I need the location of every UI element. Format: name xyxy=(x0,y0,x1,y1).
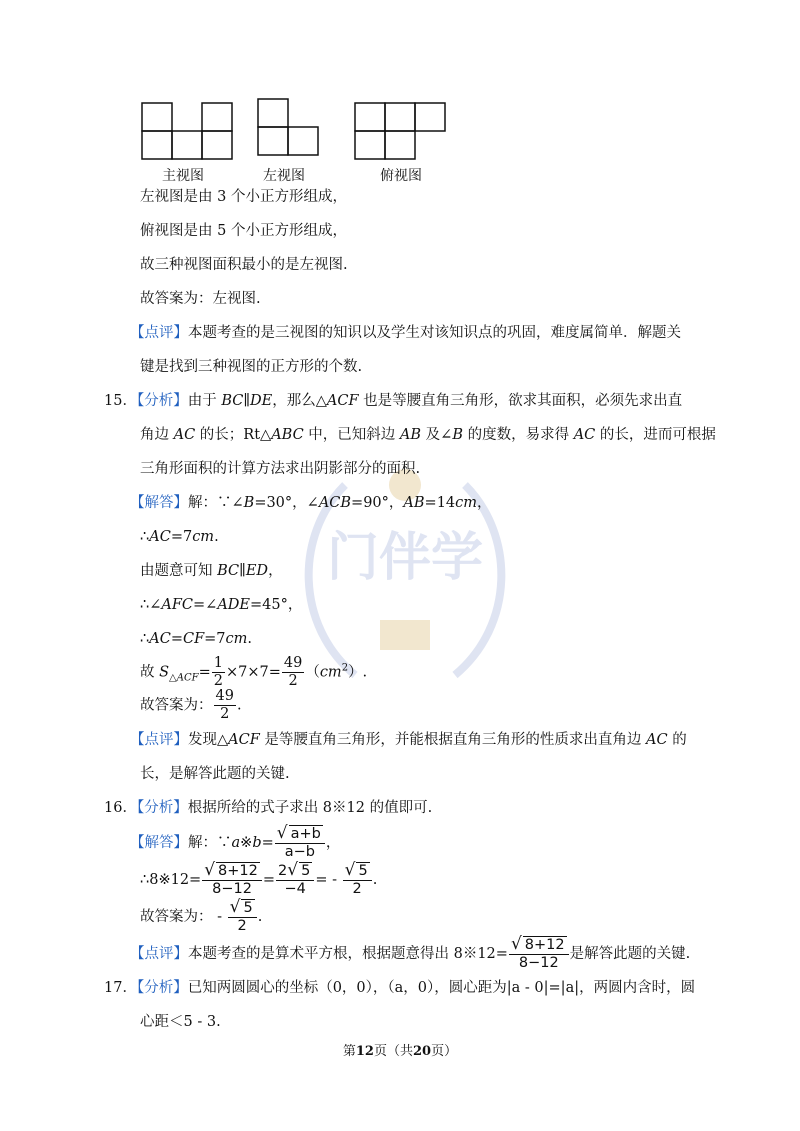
page-number: 12 xyxy=(355,1044,374,1059)
q16-analysis: 16．【分析】根据所给的式子求出 8※12 的值即可. xyxy=(104,800,433,816)
q14-line2: 俯视图是由 5 个小正方形组成， xyxy=(140,223,347,239)
q15-comment: 【点评】发现△ACF 是等腰直角三角形，并能根据直角三角形的性质求出直角边 AC 的 xyxy=(130,732,687,748)
comment-tag: 【点评】 xyxy=(130,325,188,341)
front-view xyxy=(142,103,232,159)
q14-line4: 故答案为：左视图. xyxy=(140,291,261,307)
q16-answer: 【解答】解：∵a※b= $\frac{√ a+b}{a-b}$ ， xyxy=(130,823,341,860)
q14-line1: 左视图是由 3 个小正方形组成， xyxy=(140,189,347,205)
comment-tag: 【点评】 xyxy=(130,732,188,748)
analysis-tag: 【分析】 xyxy=(136,980,188,996)
q15-analysis-cont1: 角边 AC 的长；Rt△ABC 中，已知斜边 AB 及∠B 的度数，易求得 AC 的长，进而可根据 xyxy=(140,427,716,443)
left-view xyxy=(258,99,318,155)
q14-comment-cont: 键是找到三种视图的正方形的个数. xyxy=(140,359,363,375)
q15-comment-cont: 长，是解答此题的关键. xyxy=(140,766,290,782)
q14-line3: 故三种视图面积最小的是左视图. xyxy=(140,257,348,273)
top-view-label: 俯视图 xyxy=(380,168,422,184)
total-pages: 20 xyxy=(413,1044,432,1059)
q15-analysis-cont2: 三角形面积的计算方法求出阴影部分的面积. xyxy=(140,461,421,477)
q15-answer: 【解答】解：∵∠B=30°，∠ACB=90°，AB=14cm， xyxy=(130,495,492,511)
q14-comment: 【点评】本题考查的是三视图的知识以及学生对该知识点的巩固，难度属简单．解题关 xyxy=(130,325,681,341)
analysis-tag: 【分析】 xyxy=(136,800,188,816)
q15-analysis: 15．【分析】由于 BC∥DE，那么△ACF 也是等腰直角三角形，欲求其面积，必须先求出直 xyxy=(104,393,683,409)
q16-result: 故答案为： - $\frac{√ 5}{2}$ . xyxy=(140,897,263,934)
analysis-tag: 【分析】 xyxy=(136,393,188,409)
q17-analysis-cont: 心距＜5 - 3. xyxy=(140,1014,221,1030)
q15-step2: 由题意可知 BC∥ED， xyxy=(140,563,283,579)
page-footer: 第12页（共20页） xyxy=(342,1044,458,1059)
q17-analysis: 17．【分析】已知两圆圆心的坐标（0，0），（a，0），圆心距为|a - 0|=|a|，两圆内含时，圆 xyxy=(104,980,696,996)
front-view-label: 主视图 xyxy=(162,168,204,184)
q15-result: 故答案为： $\frac{49}{2}$ . xyxy=(140,688,242,722)
q15-step4: ∴AC=CF=7cm. xyxy=(140,631,252,647)
q16-comment: 【点评】本题考查的是算术平方根，根据题意得出 8※12= $\frac{√ 8+12}{8-12}$ 是解答此题的关键. xyxy=(130,934,691,971)
q15-step3: ∴∠AFC=∠ADE=45°， xyxy=(140,597,303,613)
q16-step1: ∴8※12= $\frac{√ 8+12}{8-12}$ = $\frac{2√ 5}{-4}$ = - $\frac{√ 5}{2}$ . xyxy=(140,860,378,897)
left-view-label: 左视图 xyxy=(263,168,305,184)
answer-tag: 【解答】 xyxy=(130,495,188,511)
top-view xyxy=(355,103,445,159)
q15-step1: ∴AC=7cm. xyxy=(140,529,219,545)
q15-step5: 故 $S_{\triangle ACF}=$ $\frac{1}{2}$ ×7×7= $\frac{49}{2}$ $(cm^2)$. xyxy=(140,655,368,689)
watermark-text: 门伴学 xyxy=(326,528,484,588)
comment-tag: 【点评】 xyxy=(130,946,188,962)
answer-tag: 【解答】 xyxy=(130,835,188,851)
